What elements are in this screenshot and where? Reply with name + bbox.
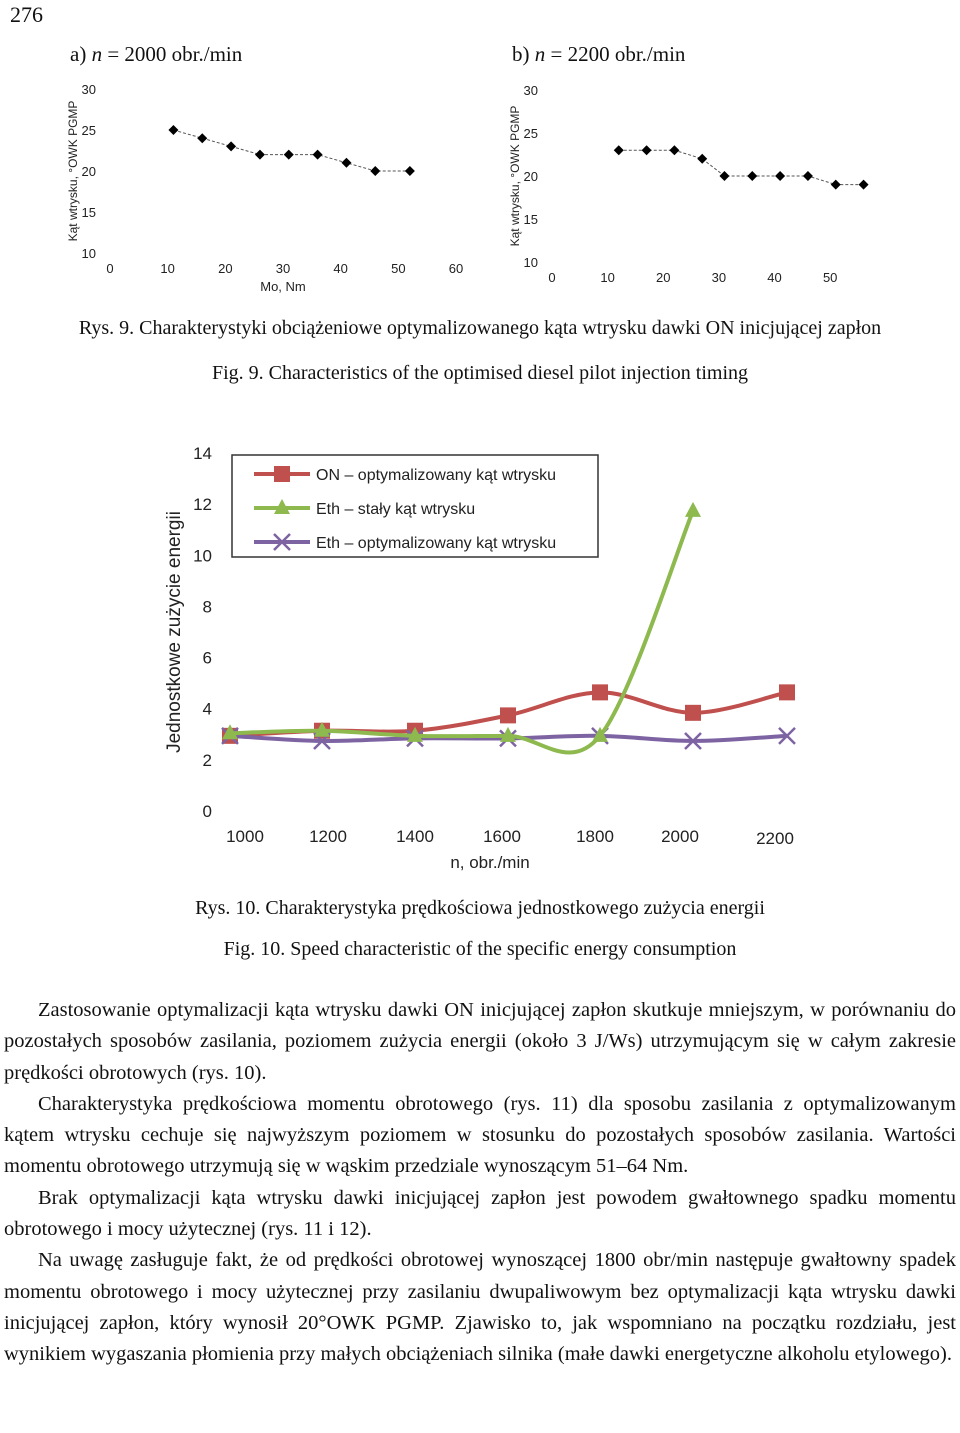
y-tick-label: 25 [523, 126, 538, 141]
x-tick-label: 10 [600, 270, 615, 285]
chart-legend [232, 455, 598, 557]
x-tick-label: 20 [218, 261, 233, 276]
panel-a-label: a) [70, 42, 92, 66]
legend-label: Eth – stały kąt wtrysku [316, 501, 476, 518]
data-point [405, 166, 415, 176]
body-paragraph-4: Na uwagę zasługuje fakt, że od prędkości obrotowej wynoszącej 1800 obr/min następuje gwałtowny spadek momentu obrotowego i mocy użytecznej przy zasilaniu dwupaliwowym bez optymalizacji kąta wtrysku dawki inicjującej zapłon, który wynosił 20°OWK PGMP. Zjawisko to, jak wspomniano na początku rozdziału, jest wynikiem wygaszania płomienia przy małych obciążeniach silnika (małe dawki energetyczne alkoholu etylowego). [4, 1249, 956, 1366]
figure-10-caption-pl: Rys. 10. Charakterystyka prędkościowa jednostkowego zużycia energii [195, 897, 765, 919]
data-point [779, 684, 795, 700]
panel-a-speed: = 2000 obr./min [102, 42, 243, 66]
x-tick-label: 40 [767, 270, 782, 285]
figure-9-caption-pl: Rys. 9. Charakterystyki obciążeniowe optymalizowanego kąta wtrysku dawki ON inicjującej zapłon [78, 317, 882, 339]
body-paragraph-1: Zastosowanie optymalizacji kąta wtrysku dawki ON inicjującej zapłon skutkuje mniejszym, w porównaniu do pozostałych sposobów zasilania, poziomem zużycia energii (około 3 J/Ws) utrzymującym się w całym zakresie prędkości obrotowych (rys. 10). [4, 999, 956, 1084]
data-point [697, 154, 707, 164]
y-tick-label: 14 [193, 444, 212, 463]
y-tick-label: 6 [202, 648, 212, 668]
data-point [685, 502, 701, 517]
data-point [197, 133, 207, 143]
data-point [859, 180, 869, 190]
chart-injection-angle-2000 [60, 75, 480, 305]
y-tick-label: 4 [202, 699, 212, 719]
legend-marker [274, 466, 290, 482]
data-point [592, 684, 608, 700]
x-tick-label: 2000 [661, 827, 699, 846]
page-number: 276 [10, 2, 43, 27]
chart-injection-angle-2200 [505, 75, 905, 305]
x-tick-label: 20 [656, 270, 671, 285]
y-axis-label: Kąt wtrysku, °OWK PGMP [508, 105, 522, 247]
x-tick-label: 1800 [576, 827, 614, 846]
y-axis-label: Kąt wtrysku, °OWK PGMP [66, 100, 80, 242]
x-tick-label: 2200 [756, 829, 794, 848]
data-point [500, 707, 516, 723]
series-line [619, 150, 864, 184]
x-tick-label: 0 [548, 270, 556, 285]
data-point [313, 150, 323, 160]
legend-label: ON – optymalizowany kąt wtrysku [316, 467, 557, 484]
x-tick-label: 10 [160, 261, 175, 276]
data-point [669, 145, 679, 155]
y-tick-label: 10 [81, 246, 96, 261]
body-text [4, 995, 956, 1371]
data-point [775, 171, 785, 181]
x-tick-label: 60 [448, 261, 464, 276]
data-point [831, 180, 841, 190]
y-tick-label: 15 [523, 212, 538, 227]
panel-b-label: b) [512, 42, 535, 66]
chart-specific-energy [150, 430, 950, 875]
x-tick-label: 1400 [396, 827, 434, 846]
legend-label: Eth – optymalizowany kąt wtrysku [316, 535, 557, 552]
panel-b-speed: = 2200 obr./min [545, 42, 686, 66]
data-point [370, 166, 380, 176]
y-tick-label: 0 [202, 802, 212, 821]
data-point [642, 145, 652, 155]
y-tick-label: 10 [193, 546, 212, 566]
y-tick-label: 30 [81, 82, 96, 97]
y-tick-label: 10 [523, 255, 538, 270]
data-point [803, 171, 813, 181]
x-tick-label: 50 [391, 261, 406, 276]
body-paragraph-2: Charakterystyka prędkościowa momentu obrotowego (rys. 11) dla sposobu zasilania z optymalizowanym kątem wtrysku cechuje się najwyższym poziomem w stosunku do pozostałych sposobów zasilania. Wartości momentu obrotowego utrzymują się w wąskim przedziale wynoszącym 51–64 Nm. [4, 1092, 956, 1178]
y-axis-label: Jednostkowe zużycie energii [164, 511, 185, 753]
data-point [747, 171, 757, 181]
x-tick-label: 1600 [483, 827, 521, 846]
panel-b-title [512, 42, 685, 67]
y-tick-label: 15 [81, 205, 96, 220]
data-point [685, 705, 701, 721]
x-axis-label: Mo, Nm [260, 279, 306, 294]
y-tick-label: 2 [202, 750, 212, 770]
data-point [719, 171, 729, 181]
x-tick-label: 1200 [309, 827, 347, 846]
y-tick-label: 20 [81, 164, 96, 179]
x-tick-label: 30 [275, 261, 291, 276]
panel-a-title [70, 42, 242, 67]
data-point [255, 150, 265, 160]
x-tick-label: 50 [822, 270, 838, 285]
series-line [173, 130, 409, 171]
data-point [168, 125, 178, 135]
y-tick-label: 12 [193, 495, 212, 515]
x-tick-label: 30 [711, 270, 727, 285]
x-tick-label: 40 [333, 261, 348, 276]
panel-b-n-symbol: n [534, 42, 546, 66]
figure-9-caption-en: Fig. 9. Characteristics of the optimised diesel pilot injection timing [211, 362, 749, 384]
x-axis-label: n, obr./min [450, 853, 530, 872]
panel-a-n-symbol: n [91, 42, 103, 66]
y-tick-label: 30 [523, 83, 538, 98]
y-tick-label: 8 [202, 597, 212, 617]
data-point [341, 158, 351, 168]
y-tick-label: 25 [81, 123, 96, 138]
figure-10-caption-en: Fig. 10. Speed characteristic of the specific energy consumption [223, 938, 737, 960]
data-point [226, 141, 236, 151]
data-point [614, 145, 624, 155]
y-tick-label: 20 [523, 169, 538, 184]
body-paragraph-3: Brak optymalizacji kąta wtrysku dawki inicjującej zapłon jest powodem gwałtownego spadku momentu obrotowego i mocy użytecznej (rys. 11 i 12). [4, 1186, 956, 1241]
x-tick-label: 1000 [226, 827, 264, 846]
data-point [284, 150, 294, 160]
x-tick-label: 0 [106, 261, 114, 276]
